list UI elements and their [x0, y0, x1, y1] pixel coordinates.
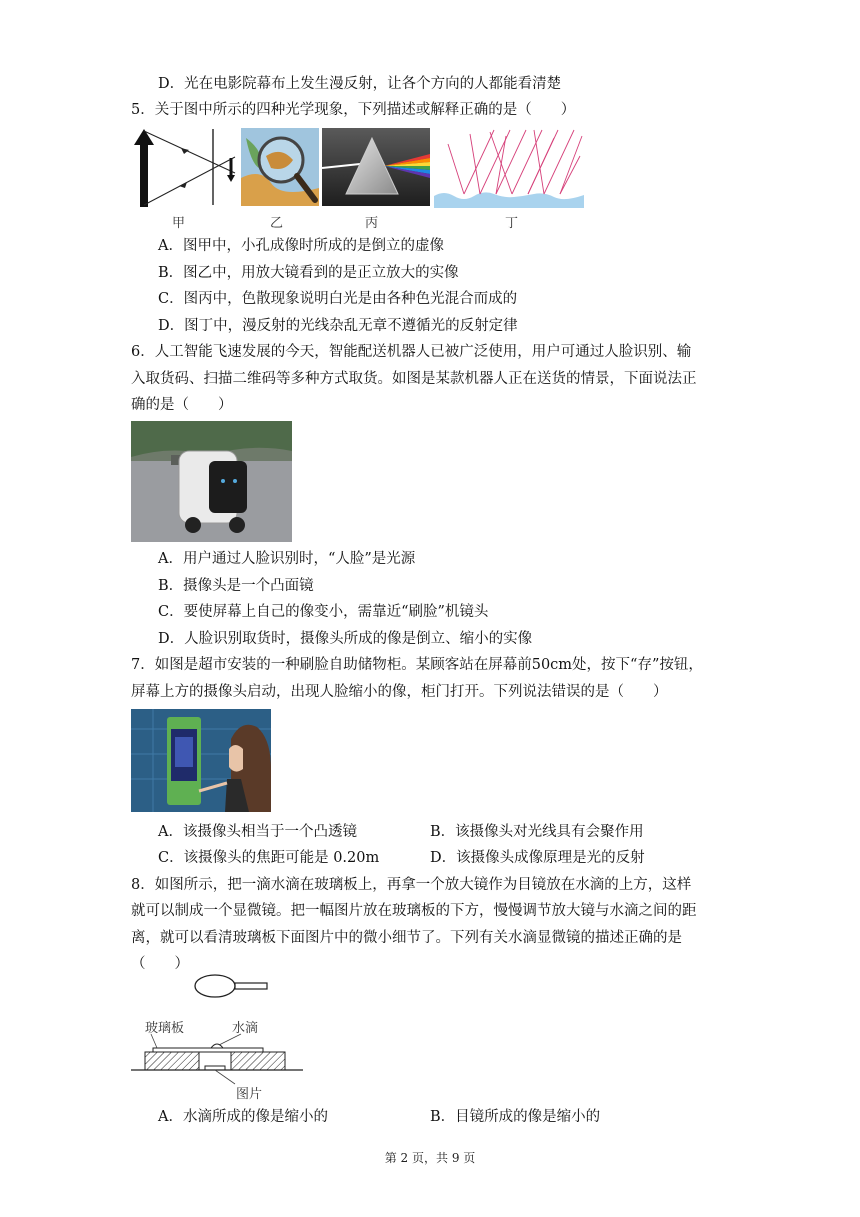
q6-option-b: B．摄像头是一个凸面镜	[158, 578, 314, 594]
q5-figure-bing	[322, 128, 430, 206]
q5-figure-yi	[241, 128, 319, 206]
q5-label-ding: 丁	[505, 216, 519, 231]
q8-option-a: A．水滴所成的像是缩小的	[158, 1109, 328, 1125]
q6-stem-line1: 6．人工智能飞速发展的今天，智能配送机器人已被广泛使用，用户可通过人脸识别、输	[131, 344, 692, 360]
q8-stem-line3: 离，就可以看清玻璃板下面图片中的微小细节了。下列有关水滴显微镜的描述正确的是	[131, 930, 682, 946]
q7-stem-line1: 7．如图是超市安装的一种刷脸自助储物柜。某顾客站在屏幕前50cm处，按下“存”按钮，	[131, 657, 703, 673]
water-drop-microscope-diagram	[131, 972, 311, 1102]
q7-option-a: A．该摄像头相当于一个凸透镜	[158, 824, 357, 840]
q5-figure-jia	[131, 125, 239, 209]
q8-stem-line2: 就可以制成一个显微镜。把一幅图片放在玻璃板的下方，慢慢调节放大镜与水滴之间的距	[131, 903, 697, 919]
q4-option-d: D．光在电影院幕布上发生漫反射，让各个方向的人都能看清楚	[158, 76, 562, 92]
label-water-drop: 水滴	[232, 1021, 259, 1036]
q5-label-yi: 乙	[270, 216, 284, 231]
page-footer: 第 2 页，共 9 页	[384, 1151, 476, 1165]
q6-stem-line2: 入取货码、扫描二维码等多种方式取货。如图是某款机器人正在送货的情景，下面说法正	[131, 371, 697, 387]
q6-option-d: D．人脸识别取货时，摄像头所成的像是倒立、缩小的实像	[158, 631, 533, 647]
q5-figure-ding	[434, 126, 584, 208]
delivery-robot-photo	[131, 421, 292, 542]
q8-stem-line4: （ ）	[131, 956, 189, 972]
q5-label-jia: 甲	[172, 216, 186, 231]
q6-option-c: C．要使屏幕上自己的像变小，需靠近“刷脸”机镜头	[158, 604, 489, 620]
q5-option-b: B．图乙中，用放大镜看到的是正立放大的实像	[158, 265, 459, 281]
magnifier-lens-icon	[195, 975, 235, 997]
q8-stem-line1: 8．如图所示，把一滴水滴在玻璃板上，再拿一个放大镜作为目镜放在水滴的上方，这样	[131, 877, 692, 893]
q6-option-a: A．用户通过人脸识别时，“人脸”是光源	[158, 551, 416, 567]
q7-option-b: B．该摄像头对光线具有会聚作用	[430, 824, 644, 840]
q7-option-d: D．该摄像头成像原理是光的反射	[430, 850, 645, 866]
q5-stem: 5．关于图中所示的四种光学现象，下列描述或解释正确的是（ ）	[131, 102, 576, 118]
q7-stem-line2: 屏幕上方的摄像头启动，出现人脸缩小的像，柜门打开。下列说法错误的是（ ）	[131, 684, 668, 700]
label-picture: 图片	[236, 1087, 263, 1102]
q6-stem-line3: 确的是（ ）	[131, 397, 233, 413]
q7-option-c: C．该摄像头的焦距可能是 0.20m	[158, 850, 380, 866]
face-locker-photo	[131, 709, 271, 812]
q5-option-c: C．图丙中，色散现象说明白光是由各种色光混合而成的	[158, 291, 518, 307]
q5-option-a: A．图甲中，小孔成像时所成的是倒立的虚像	[158, 238, 444, 254]
q5-label-bing: 丙	[365, 216, 379, 231]
object-arrow-icon	[134, 129, 154, 207]
q5-option-d: D．图丁中，漫反射的光线杂乱无章不遵循光的反射定律	[158, 318, 518, 334]
label-glass-plate: 玻璃板	[145, 1021, 185, 1036]
q8-option-b: B．目镜所成的像是缩小的	[430, 1109, 601, 1125]
